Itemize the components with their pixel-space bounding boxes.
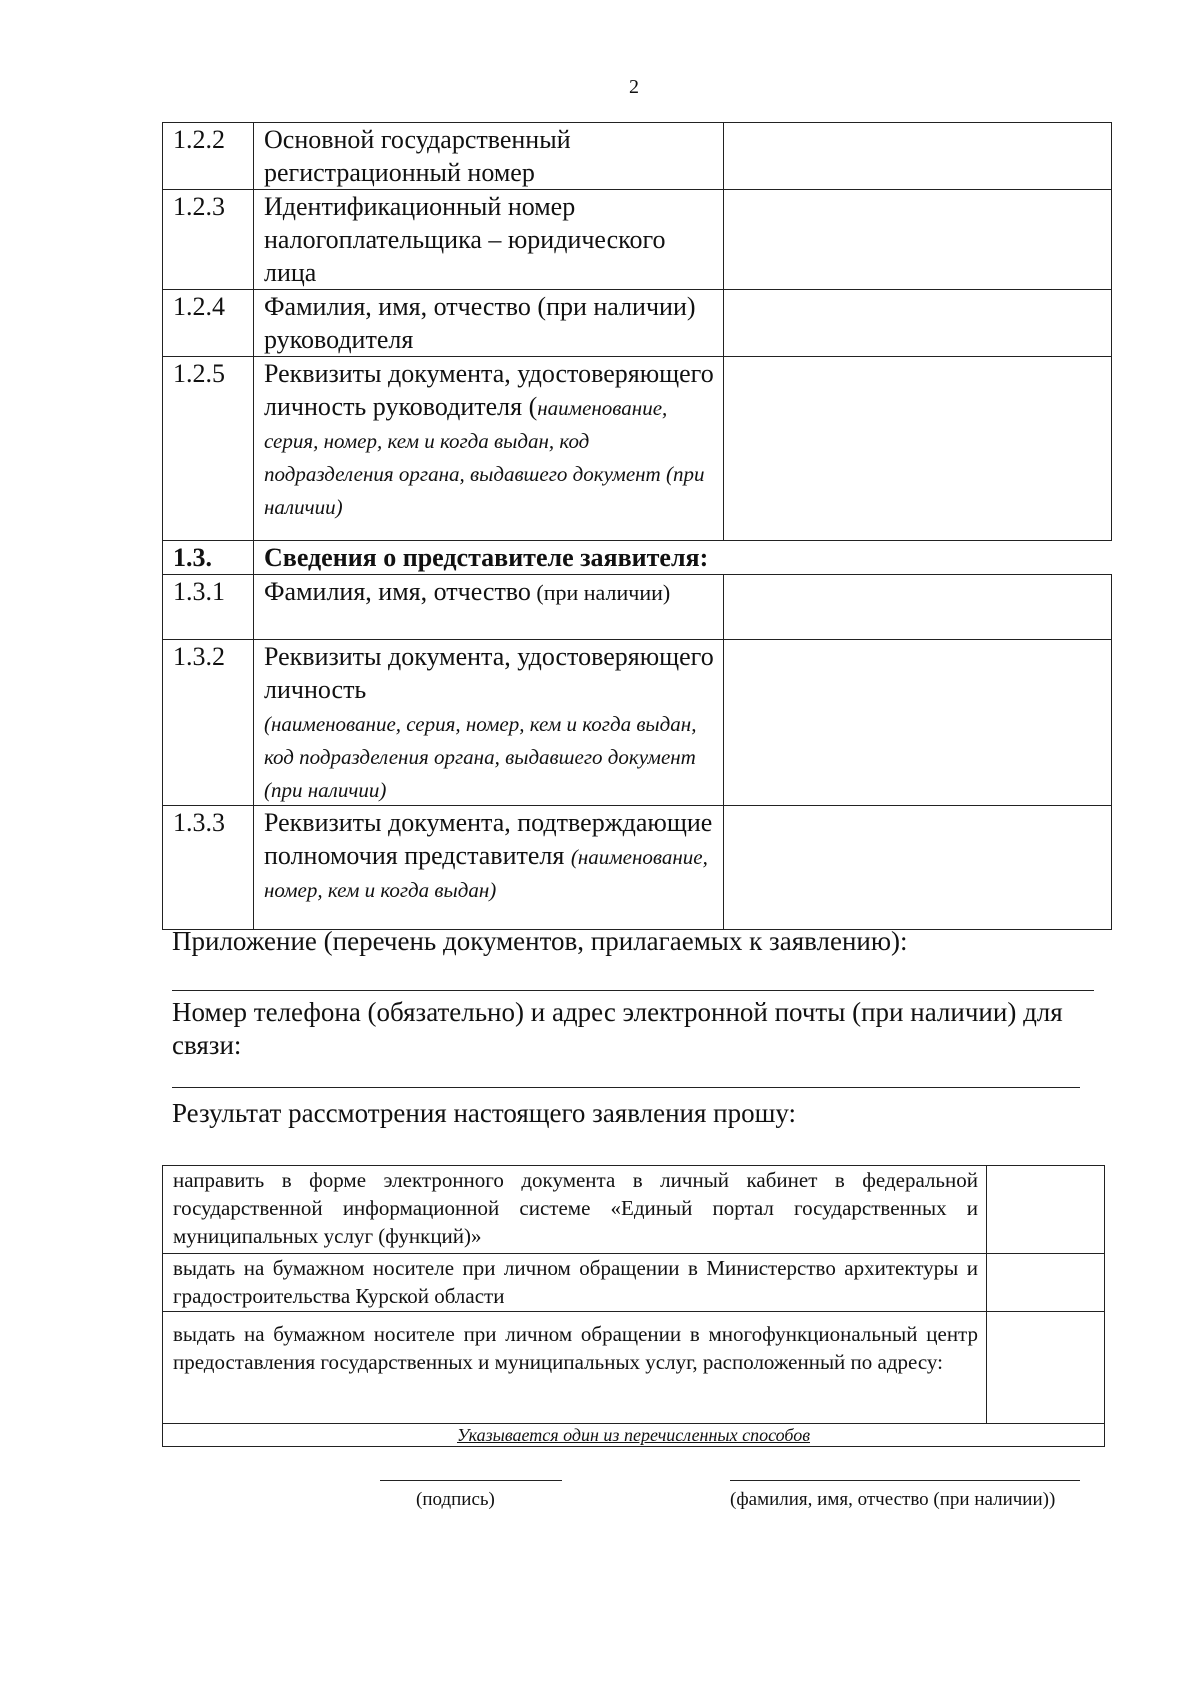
row-number: 1.2.4	[163, 290, 254, 357]
table-row	[163, 357, 1112, 541]
options-note-text: Указывается один из перечисленных способов	[456, 1425, 811, 1445]
result-label: Результат рассмотрения настоящего заявления прошу:	[172, 1098, 797, 1128]
row-value-cell[interactable]	[724, 640, 1112, 806]
attachment-label: Приложение (перечень документов, прилагаемых к заявлению):	[172, 926, 908, 956]
row-number: 1.2.2	[163, 123, 254, 190]
row-label: Фамилия, имя, отчество (при наличии) руководителя	[254, 290, 724, 357]
option-text: выдать на бумажном носителе при личном обращении в Министерство архитектуры и градостроительства Курской области	[163, 1254, 987, 1312]
row-label	[254, 640, 724, 806]
attachment-input-line[interactable]	[172, 990, 1094, 991]
row-value-cell[interactable]	[724, 575, 1112, 640]
section-title: Сведения о представителе заявителя:	[254, 541, 1112, 575]
row-value-cell[interactable]	[724, 357, 1112, 541]
signature-label: (подпись)	[416, 1489, 495, 1510]
row-label-text: Реквизиты документа, удостоверяющего личность руководителя (	[264, 359, 714, 421]
row-hint: наименование, серия, номер, кем и когда выдан, код подразделения органа, выдавшего документ (при наличии)	[264, 396, 705, 519]
row-label-suffix: (при наличии)	[530, 580, 671, 605]
row-label: Идентификационный номер налогоплательщика – юридического лица	[254, 190, 724, 290]
section-header-row	[163, 541, 1112, 575]
option-checkbox[interactable]	[987, 1254, 1105, 1312]
option-checkbox[interactable]	[987, 1312, 1105, 1424]
row-number: 1.3.1	[163, 575, 254, 640]
row-number: 1.2.5	[163, 357, 254, 541]
contact-input-line[interactable]	[172, 1087, 1080, 1088]
table-row	[163, 806, 1112, 930]
option-row	[163, 1254, 1105, 1312]
row-label-text: Реквизиты документа, удостоверяющего личность	[264, 642, 714, 704]
table-row	[163, 290, 1112, 357]
page-number: 2	[629, 76, 639, 98]
row-number: 1.3.3	[163, 806, 254, 930]
table-row	[163, 123, 1112, 190]
row-label	[254, 806, 724, 930]
row-value-cell[interactable]	[724, 190, 1112, 290]
full-name-line[interactable]	[730, 1480, 1080, 1481]
row-hint: (наименование, номер, кем и когда выдан)	[264, 845, 708, 902]
option-checkbox[interactable]	[987, 1166, 1105, 1254]
row-number: 1.3.2	[163, 640, 254, 806]
table-row	[163, 190, 1112, 290]
option-text: направить в форме электронного документа в личный кабинет в федеральной государственной информационной системе «Единый портал государственных и муниципальных услуг (функций)»	[163, 1166, 987, 1254]
row-value-cell[interactable]	[724, 290, 1112, 357]
row-label: Основной государственный регистрационный номер	[254, 123, 724, 190]
row-label	[254, 575, 724, 640]
row-value-cell[interactable]	[724, 806, 1112, 930]
full-name-label: (фамилия, имя, отчество (при наличии))	[730, 1489, 1056, 1510]
contact-label: Номер телефона (обязательно) и адрес электронной почты (при наличии) для связи:	[172, 997, 1063, 1060]
row-number: 1.2.3	[163, 190, 254, 290]
section-number: 1.3.	[163, 541, 254, 575]
row-label	[254, 357, 724, 541]
result-options-table	[162, 1165, 1105, 1447]
signature-line[interactable]	[380, 1480, 562, 1481]
options-note-row	[163, 1424, 1105, 1447]
row-hint: (наименование, серия, номер, кем и когда выдан, код подразделения органа, выдавшего документ (при наличии)	[264, 712, 697, 802]
row-value-cell[interactable]	[724, 123, 1112, 190]
options-note	[163, 1424, 1105, 1447]
applicant-details-table	[162, 122, 1112, 930]
option-row	[163, 1312, 1105, 1424]
table-row	[163, 575, 1112, 640]
table-row	[163, 640, 1112, 806]
row-label-text: Фамилия, имя, отчество	[264, 577, 531, 606]
option-text: выдать на бумажном носителе при личном обращении в многофункциональный центр предоставления государственных и муниципальных услуг, расположенный по адресу:	[163, 1312, 987, 1424]
option-row	[163, 1166, 1105, 1254]
row-label-text: Реквизиты документа, подтверждающие полномочия представителя	[264, 808, 713, 870]
